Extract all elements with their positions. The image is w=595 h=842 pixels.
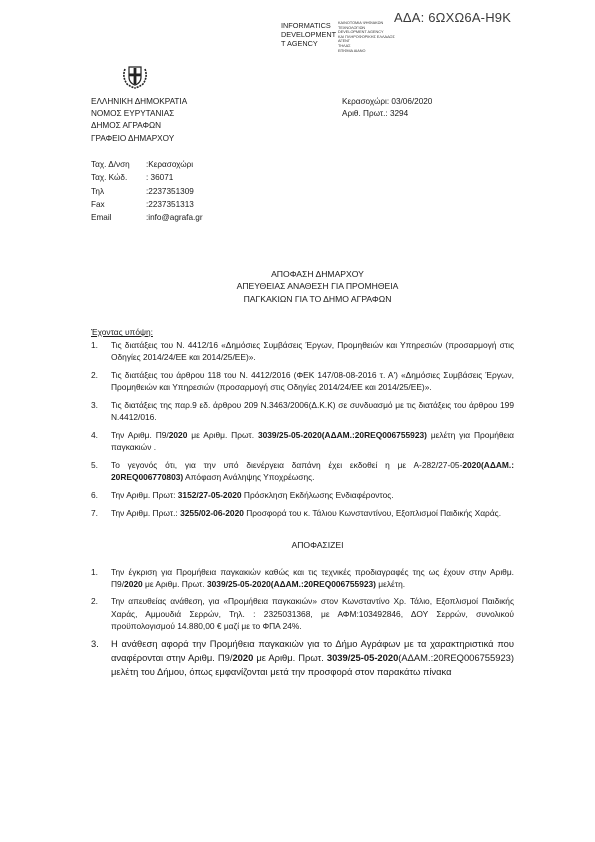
consideration-item [91, 399, 514, 423]
list-item-text: Την Αριθμ. Πρωτ: [111, 490, 178, 500]
contact-value: :2237351309 [146, 186, 194, 196]
consideration-item [91, 459, 514, 483]
title-line: ΑΠΟΦΑΣΗ ΔΗΜΑΡΧΟΥ [271, 269, 364, 279]
list-item-text: Η ανάθεση αφορά την Προμήθεια παγκακιών για το Δήμο Αγράφων με τα χαρακτηριστικά που αναφέρονται στην Αριθμ. Π9/ [111, 638, 514, 664]
consideration-item [91, 339, 514, 363]
logo-subline: ΕΠΙΦΜΑ ΑΙΑΝΟ [338, 48, 366, 53]
list-item-text: (ΑΔΑΜ.:20REQ006755923) μελέτη του Δήμου, όπως εμφανίζονται μετά την προσφορά στον παρακάτω πίνακα [111, 652, 514, 678]
considerations-list [91, 339, 514, 525]
reference-number: 2020 [124, 579, 143, 590]
protocol-number: Αριθ. Πρωτ.: 3294 [342, 109, 409, 119]
list-item-text: Απόφαση Ανάληψης Υποχρέωσης. [183, 472, 315, 483]
document-title [0, 268, 595, 305]
list-item-text: Τις διατάξεις της παρ.9 εδ. άρθρου 209 Ν.3463/2006(Δ.Κ.Κ) σε συνδυασμό με τις διατάξεις του άρθρου 199 Ν.4412/016. [111, 400, 514, 423]
list-item-number: 1. [91, 340, 98, 350]
title-line: ΑΠΕΥΘΕΙΑΣ ΑΝΑΘΕΣΗ ΓΙΑ ΠΡΟΜΗΘΕΙΑ [236, 281, 399, 292]
list-item-text: Το γεγονός ότι, για την υπό διενέργεια δαπάνη έχει εκδοθεί η με Α-282/27-05- [111, 460, 463, 470]
list-item-number: 2. [91, 370, 98, 380]
logo-subline: ΑΓΕΝΓ [338, 39, 350, 44]
agency-logo-subtext [338, 21, 395, 53]
logo-line: DEVELOPMENT [281, 30, 337, 39]
reference-number: 2020 [232, 652, 254, 664]
reference-number: 3255/02-06-2020 [180, 507, 244, 518]
reference-number: 3039/25-05-2020 [326, 652, 399, 664]
contact-value: : 36071 [146, 173, 174, 183]
list-item-text: Την απευθείας ανάθεση, για «Προμήθεια παγκακιών» στον Κωνσταντίνο Χρ. Τάλιο, Εξοπλισμοί Παιδικής Χαράς, Αμμουδιά Σερρών, Τηλ. : 2325031368, με ΑΦΜ:103492846, ΔΟΥ Σερρών, συνολικού προϋπολογισμού 14.880,00 € μαζί με το ΦΠΑ 24%. [111, 596, 514, 631]
list-item-text: Την Αριθμ. Πρωτ.: [111, 507, 181, 518]
consideration-item [91, 489, 514, 501]
contact-row [91, 171, 203, 184]
list-item-number: 6. [91, 490, 98, 500]
consideration-item [91, 507, 514, 519]
having-considered-label: Έχοντας υπόψη: [91, 327, 153, 337]
issuer-line: ΝΟΜΟΣ ΕΥΡΥΤΑΝΙΑΣ [91, 109, 175, 119]
list-item-text: Πρόσκληση Εκδήλωσης Ενδιαφέροντος. [241, 490, 394, 500]
list-item-text: Τις διατάξεις του άρθρου 118 του Ν. 4412/2016 (ΦΕΚ 147/08-08-2016 τ. Α') «Δημόσιες Συμβάσεις Έργων, Προμηθειών και Υπηρεσιών (προσαρμογή στις Οδηγίες 2014/24/ΕΕ και 2014/25/ΕΕ)». [111, 370, 514, 393]
list-item-number: 3. [91, 638, 99, 650]
list-item-text: μελέτη για Προμήθεια παγκακιών . [111, 430, 514, 453]
reference-number: 3039/25-05-2020(ΑΔΑΜ.:20REQ006755923) [206, 579, 376, 590]
decides-label: ΑΠΟΦΑΣΙΖΕΙ [291, 540, 344, 550]
date-protocol-block [342, 96, 432, 120]
contact-value: :2237351313 [146, 199, 194, 209]
reference-number: 3152/27-05-2020 [177, 490, 242, 500]
reference-number: 3039/25-05-2020(ΑΔΑΜ.:20REQ006755923) [257, 430, 427, 440]
list-item-text: Τις διατάξεις του Ν. 4412/16 «Δημόσιες Συμβάσεις Έργων, Προμηθειών και Υπηρεσιών (προσαρμογή στις Οδηγίες 2014/24/ΕΕ και 2014/25/ΕΕ)». [111, 340, 514, 363]
list-item-text: Την Αριθμ. Π9/ [111, 430, 169, 440]
consideration-item [91, 429, 514, 453]
list-item-text: με Αριθμ. Πρωτ. [187, 430, 258, 440]
list-item-number: 1. [91, 567, 98, 577]
issuer-line: ΓΡΑΦΕΙΟ ΔΗΜΑΡΧΟΥ [91, 133, 175, 143]
contact-key: Τηλ [91, 186, 105, 196]
decision-item [91, 637, 514, 679]
contact-block [91, 158, 203, 224]
reference-number: 2020(ΑΔΑΜ.: 20REQ006770803) [111, 460, 514, 483]
list-item-number: 4. [91, 430, 98, 440]
logo-subline: ΤΗΛΑΣ [338, 43, 351, 48]
contact-row [91, 198, 203, 211]
greek-emblem-icon [121, 63, 149, 89]
list-item-text: με Αριθμ. Πρωτ. [253, 652, 327, 664]
decides-heading [0, 540, 595, 551]
issuer-block [91, 96, 187, 145]
contact-key: Fax [91, 199, 105, 209]
logo-subline: ΚΑΙΝΟΤΟΜΙΑ ΨΗΦΙΑΚΩΝ [338, 21, 384, 25]
issuer-line: ΔΗΜΟΣ ΑΓΡΑΦΩΝ [91, 121, 162, 131]
list-item-text: με Αριθμ. Πρωτ. [142, 579, 207, 590]
decision-item [91, 595, 514, 632]
logo-subline: ΤΕΧΝΟΛΟΓΙΩΝ [338, 25, 366, 30]
title-line: ΠΑΓΚΑΚΙΩΝ ΓΙΑ ΤΟ ΔΗΜΟ ΑΓΡΑΦΩΝ [243, 293, 392, 304]
logo-line: T AGENCY [281, 39, 318, 48]
list-item-text: Την έγκριση για Προμήθεια παγκακιών καθώς και τις τεχνικές προδιαγραφές της ως έχουν στην Αριθμ. Π9/ [111, 567, 514, 590]
contact-key: Ταχ. Κώδ. [91, 173, 128, 183]
decision-item [91, 566, 514, 590]
date-line: Κερασοχώρι: 03/06/2020 [342, 97, 433, 106]
list-item-number: 5. [91, 460, 98, 470]
contact-row [91, 211, 203, 224]
contact-row [91, 185, 203, 198]
logo-line: INFORMATICS [281, 21, 331, 30]
agency-logo-text [281, 21, 336, 48]
decisions-list [91, 566, 514, 684]
list-item-number: 2. [91, 596, 98, 607]
contact-value: :Κερασοχώρι [146, 160, 194, 169]
consideration-item [91, 369, 514, 393]
issuer-line: ΕΛΛΗΝΙΚΗ ΔΗΜΟΚΡΑΤΙΑ [91, 97, 188, 106]
list-item-text: μελέτη. [375, 579, 406, 590]
contact-row [91, 158, 203, 171]
reference-number: 2020 [168, 430, 188, 440]
list-item-number: 3. [91, 400, 98, 410]
ada-code: ΑΔΑ: 6ΩΧΩ6Α-Η9Κ [394, 10, 512, 25]
logo-subline: ΚΑΙ ΠΛΗΡΟΦΟΡΙΚΗΣ ΕΛΛΑΔΟΣ [338, 34, 395, 39]
email-link[interactable]: :info@agrafa.gr [146, 213, 203, 223]
list-item-text: Προσφορά του κ. Τάλιου Κωνσταντίνου, Εξοπλισμοί Παιδικής Χαράς. [243, 507, 502, 518]
list-item-number: 7. [91, 507, 98, 518]
contact-key: Ταχ. Δ/νση [91, 160, 130, 169]
contact-key: Email [91, 213, 112, 223]
logo-subline: DEVELOPMENT AGENCY [338, 30, 384, 35]
